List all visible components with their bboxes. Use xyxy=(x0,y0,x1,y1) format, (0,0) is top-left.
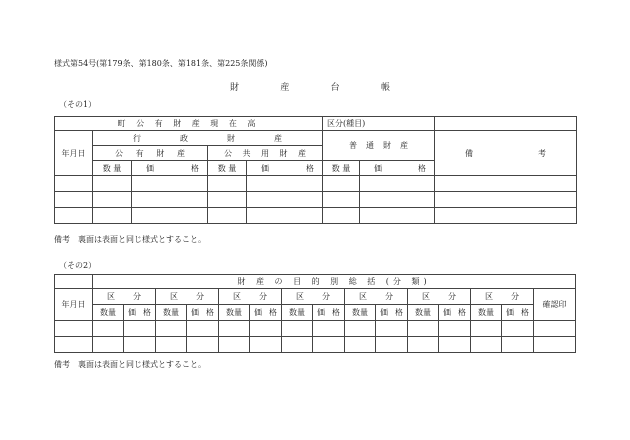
quantity-header: 数 量 xyxy=(208,161,247,176)
current-amount-header: 町 公 有 財 産 現 在 高 xyxy=(55,117,323,131)
category-header: 区 分 xyxy=(219,289,282,305)
entry-cell[interactable] xyxy=(323,208,360,224)
entry-cell[interactable] xyxy=(435,176,577,192)
category-type-value[interactable] xyxy=(435,117,577,131)
entry-cell[interactable] xyxy=(93,176,132,192)
entry-cell[interactable] xyxy=(208,192,247,208)
quantity-header: 数量 xyxy=(408,305,439,321)
category-header: 区 分 xyxy=(471,289,534,305)
entry-cell[interactable] xyxy=(55,208,93,224)
entry-cell[interactable] xyxy=(471,321,502,337)
price-header: 価 格 xyxy=(250,305,282,321)
entry-cell[interactable] xyxy=(502,337,534,353)
entry-cell[interactable] xyxy=(313,337,345,353)
entry-cell[interactable] xyxy=(247,176,323,192)
entry-cell[interactable] xyxy=(219,337,250,353)
entry-cell[interactable] xyxy=(345,321,376,337)
section-2-label: （その2） xyxy=(59,261,97,270)
entry-cell[interactable] xyxy=(408,321,439,337)
entry-cell[interactable] xyxy=(124,337,156,353)
category-header: 区 分 xyxy=(408,289,471,305)
entry-cell[interactable] xyxy=(187,321,219,337)
entry-cell[interactable] xyxy=(187,337,219,353)
entry-cell[interactable] xyxy=(55,176,93,192)
entry-cell[interactable] xyxy=(250,337,282,353)
quantity-header: 数量 xyxy=(282,305,313,321)
entry-cell[interactable] xyxy=(534,321,576,337)
entry-cell[interactable] xyxy=(534,337,576,353)
entry-cell[interactable] xyxy=(345,337,376,353)
entry-cell[interactable] xyxy=(360,176,435,192)
blank-corner xyxy=(55,275,93,289)
entry-cell[interactable] xyxy=(247,192,323,208)
entry-cell[interactable] xyxy=(208,208,247,224)
table-row xyxy=(55,337,576,353)
entry-cell[interactable] xyxy=(376,337,408,353)
property-ledger-table-2 xyxy=(54,274,576,353)
price-header: 価 格 xyxy=(124,305,156,321)
form-identifier: 様式第54号(第179条、第180条、第181条、第225条関係) xyxy=(54,59,268,68)
entry-cell[interactable] xyxy=(219,321,250,337)
entry-cell[interactable] xyxy=(282,337,313,353)
price-header: 価 格 xyxy=(360,161,435,176)
public-use-property-header: 公 共 用 財 産 xyxy=(208,146,323,161)
entry-cell[interactable] xyxy=(132,176,208,192)
section-1-label: （その1） xyxy=(59,100,97,109)
confirmation-seal-header: 確認印 xyxy=(534,289,576,321)
category-header: 区 分 xyxy=(282,289,345,305)
entry-cell[interactable] xyxy=(55,321,93,337)
date-header: 年月日 xyxy=(55,289,93,321)
entry-cell[interactable] xyxy=(360,192,435,208)
price-header: 価 格 xyxy=(502,305,534,321)
entry-cell[interactable] xyxy=(323,176,360,192)
entry-cell[interactable] xyxy=(156,337,187,353)
entry-cell[interactable] xyxy=(93,208,132,224)
price-header: 価 格 xyxy=(132,161,208,176)
property-ledger-table-1 xyxy=(54,116,577,224)
remarks-note-2: 備考 裏面は表面と同じ様式とすること。 xyxy=(54,360,206,369)
entry-cell[interactable] xyxy=(247,208,323,224)
entry-cell[interactable] xyxy=(408,337,439,353)
quantity-header: 数量 xyxy=(471,305,502,321)
entry-cell[interactable] xyxy=(313,321,345,337)
entry-cell[interactable] xyxy=(55,192,93,208)
entry-cell[interactable] xyxy=(156,321,187,337)
title-char: 台 xyxy=(330,83,340,93)
document-title xyxy=(230,80,390,93)
entry-cell[interactable] xyxy=(323,192,360,208)
entry-cell[interactable] xyxy=(124,321,156,337)
entry-cell[interactable] xyxy=(93,192,132,208)
quantity-header: 数量 xyxy=(345,305,376,321)
price-header: 価 格 xyxy=(439,305,471,321)
entry-cell[interactable] xyxy=(132,208,208,224)
purpose-summary-header: 財 産 の 目 的 別 総 括 (分 類) xyxy=(93,275,576,289)
entry-cell[interactable] xyxy=(502,321,534,337)
remarks-note-1: 備考 裏面は表面と同じ様式とすること。 xyxy=(54,235,206,244)
title-char: 産 xyxy=(280,83,290,93)
quantity-header: 数量 xyxy=(156,305,187,321)
title-char: 帳 xyxy=(380,83,390,93)
entry-cell[interactable] xyxy=(55,337,93,353)
entry-cell[interactable] xyxy=(93,337,124,353)
entry-cell[interactable] xyxy=(376,321,408,337)
entry-cell[interactable] xyxy=(93,321,124,337)
table-row xyxy=(55,176,577,192)
date-header: 年月日 xyxy=(55,131,93,176)
entry-cell[interactable] xyxy=(435,192,577,208)
quantity-header: 数 量 xyxy=(323,161,360,176)
price-header: 価 格 xyxy=(376,305,408,321)
admin-property-header: 行 政 財 産 xyxy=(93,131,323,146)
remarks-header: 備 考 xyxy=(435,131,577,176)
table-row xyxy=(55,321,576,337)
category-header: 区 分 xyxy=(93,289,156,305)
table-row xyxy=(55,192,577,208)
entry-cell[interactable] xyxy=(360,208,435,224)
entry-cell[interactable] xyxy=(282,321,313,337)
category-header: 区 分 xyxy=(156,289,219,305)
entry-cell[interactable] xyxy=(208,176,247,192)
general-property-header: 普 通 財 産 xyxy=(323,131,435,161)
category-type-header: 区分(種目) xyxy=(323,117,435,131)
entry-cell[interactable] xyxy=(250,321,282,337)
entry-cell[interactable] xyxy=(471,337,502,353)
quantity-header: 数量 xyxy=(219,305,250,321)
quantity-header: 数 量 xyxy=(93,161,132,176)
public-property-header: 公 有 財 産 xyxy=(93,146,208,161)
price-header: 価 格 xyxy=(187,305,219,321)
title-char: 財 xyxy=(230,83,240,93)
price-header: 価 格 xyxy=(313,305,345,321)
entry-cell[interactable] xyxy=(439,321,471,337)
table-row xyxy=(55,208,577,224)
quantity-header: 数量 xyxy=(93,305,124,321)
entry-cell[interactable] xyxy=(132,192,208,208)
entry-cell[interactable] xyxy=(435,208,577,224)
category-header: 区 分 xyxy=(345,289,408,305)
price-header: 価 格 xyxy=(247,161,323,176)
entry-cell[interactable] xyxy=(439,337,471,353)
